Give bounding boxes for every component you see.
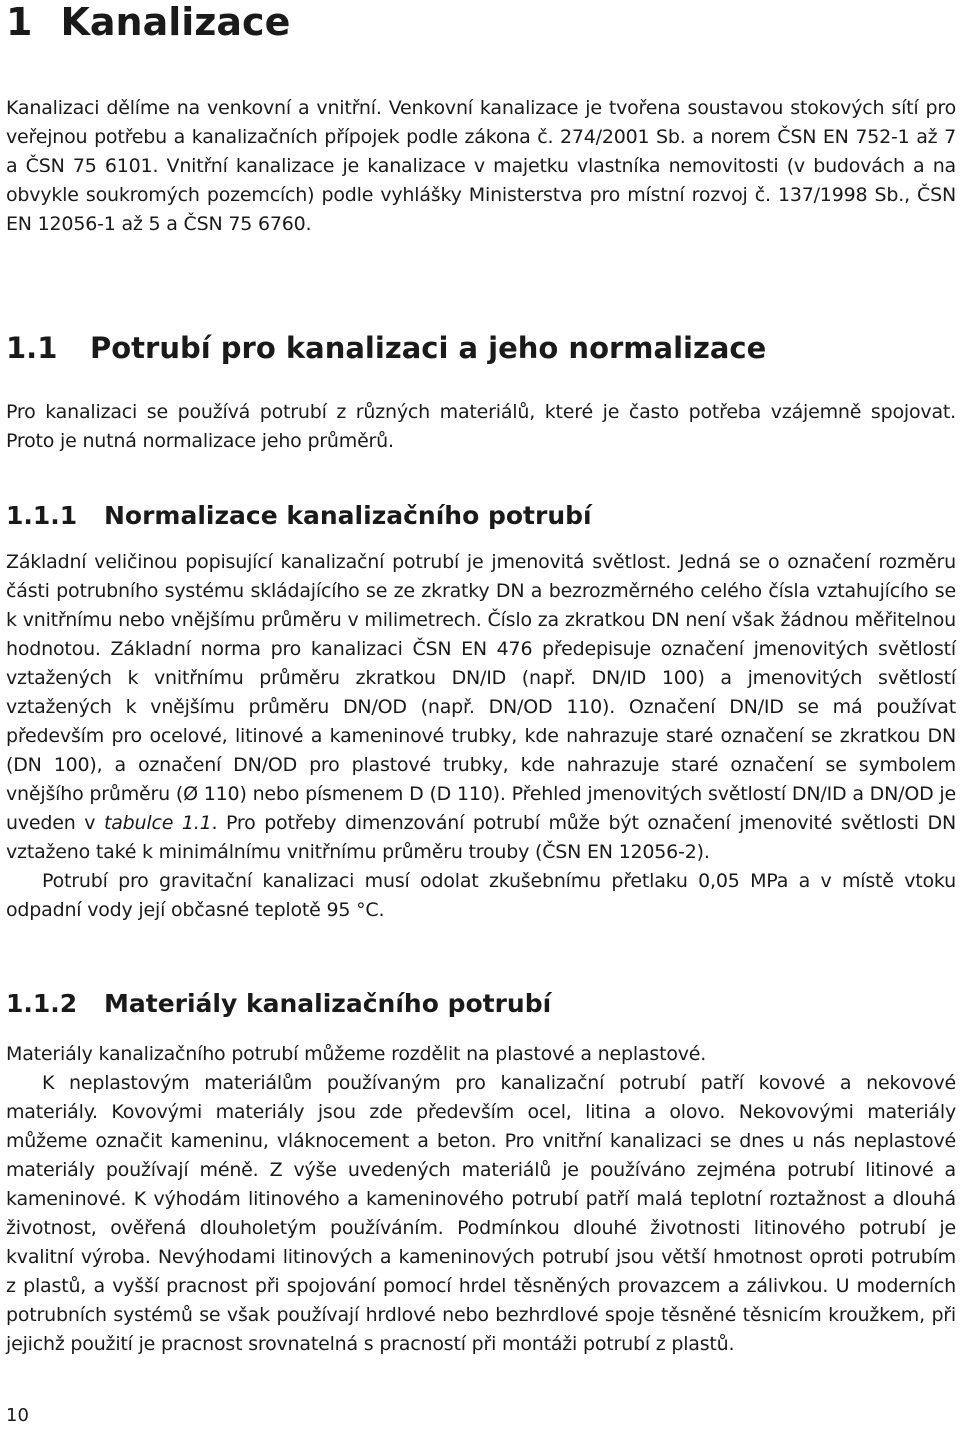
section-1-1-paragraph: Pro kanalizaci se používá potrubí z různých materiálů, které je často potřeba vzájemně spojovat. Proto je nutná normalizace jeho průměrů. bbox=[6, 401, 956, 452]
section-1-1-2-heading bbox=[6, 988, 551, 1020]
page-number: 10 bbox=[6, 1405, 29, 1426]
chapter-number: 1 bbox=[6, 0, 33, 44]
section-1-1-number: 1.1 bbox=[6, 331, 58, 365]
section-1-1-2-text-b: K neplastovým materiálům používaným pro kanalizační potrubí patří kovové a nekovové materiály. Kovovými materiály jsou zde především ocel, litina a olovo. Nekovovými materiály můžeme označit kameninu, vláknocement a beton. Pro vnitřní kanalizaci se dnes u nás neplastové materiály používají méně. Z výše uvedených materiálů je používáno zejména potrubí litinové a kameninové. K výhodám litinového a kameninového potrubí patří malá teplotní roztažnost a dlouhá životnost, ověřená dlouholetým používáním. Podmínkou dlouhé životnosti litinového potrubí je kvalitní výroba. Nevýhodami litinových a kameninových potrubí jsou větší hmotnost oproti potrubím z plastů, a vyšší pracnost při spojování pomocí hrdel těsněných provazcem a zálivkou. U moderních potrubních systémů se však používají hrdlové nebo bezhrdlové spoje těsněné těsnicím kroužkem, při jejichž použití je pracnost srovnatelná s pracností při montáži potrubí z plastů. bbox=[6, 1072, 956, 1355]
section-1-1-1-text-a: Základní veličinou popisující kanalizační potrubí je jmenovitá světlost. Jedná se o označení rozměru části potrubního systému skládajícího se ze zkratky DN a bezrozměrného celého čísla vztahujícího se k vnitřnímu nebo vnějšímu průměru v milimetrech. Číslo za zkratkou DN není však žádnou měřitelnou hodnotou. Základní norma pro kanalizaci ČSN EN 476 předepisuje označení jmenovitých světlostí vztažených k vnitřnímu průměru zkratkou DN/ID (např. DN/ID 100) a jmenovitých světlostí vztažených k vnějšímu průměru DN/OD (např. DN/OD 110). Označení DN/ID se má používat především pro ocelové, litinové a kameninové trubky, kde nahrazuje staré označení se zkratkou DN (DN 100), a označení DN/OD pro plastové trubky, kde nahrazuje staré označení se symbolem vnějšího průměru (Ø 110) nebo písmenem D (D 110). Přehled jmenovitých světlostí DN/ID a DN/OD je uveden v bbox=[6, 551, 956, 834]
section-1-1-1-number: 1.1.1 bbox=[6, 501, 78, 530]
section-1-1-title: Potrubí pro kanalizaci a jeho normalizace bbox=[90, 331, 767, 365]
section-1-1-1-paragraph bbox=[6, 548, 956, 925]
section-1-1-2-title: Materiály kanalizačního potrubí bbox=[104, 989, 552, 1018]
section-1-1-2-paragraph bbox=[6, 1040, 956, 1359]
section-1-1-1-text-b: . Pro potřeby dimenzování potrubí může být označení jmenovité světlosti DN vztaženo také k minimálnímu vnitřnímu průměru trouby (ČSN EN 12056-2). bbox=[6, 812, 956, 863]
table-reference: tabulce 1.1 bbox=[103, 812, 212, 834]
chapter-heading bbox=[6, 0, 290, 46]
section-1-1-2-text-a: Materiály kanalizačního potrubí můžeme rozdělit na plastové a neplastové. bbox=[6, 1043, 707, 1065]
section-1-1-1-title: Normalizace kanalizačního potrubí bbox=[104, 501, 592, 530]
chapter-intro-paragraph: Kanalizaci dělíme na venkovní a vnitřní. Venkovní kanalizace je tvořena soustavou stokových sítí pro veřejnou potřebu a kanalizačních přípojek podle zákona č. 274/2001 Sb. a norem ČSN EN 752-1 až 7 a ČSN 75 6101. Vnitřní kanalizace je kanalizace v majetku vlastníka nemovitosti (v budovách a na obvykle soukromých pozemcích) podle vyhlášky Ministerstva pro místní rozvoj č. 137/1998 Sb., ČSN EN 12056-1 až 5 a ČSN 75 6760. bbox=[6, 97, 956, 235]
section-1-1-1-heading bbox=[6, 500, 592, 532]
section-1-1-1-text-c: Potrubí pro gravitační kanalizaci musí odolat zkušebnímu přetlaku 0,05 MPa a v místě vtoku odpadní vody její občasné teplotě 95 °C. bbox=[6, 870, 956, 921]
section-1-1-heading bbox=[6, 330, 766, 366]
section-1-1-2-number: 1.1.2 bbox=[6, 989, 78, 1018]
chapter-title: Kanalizace bbox=[60, 0, 291, 44]
